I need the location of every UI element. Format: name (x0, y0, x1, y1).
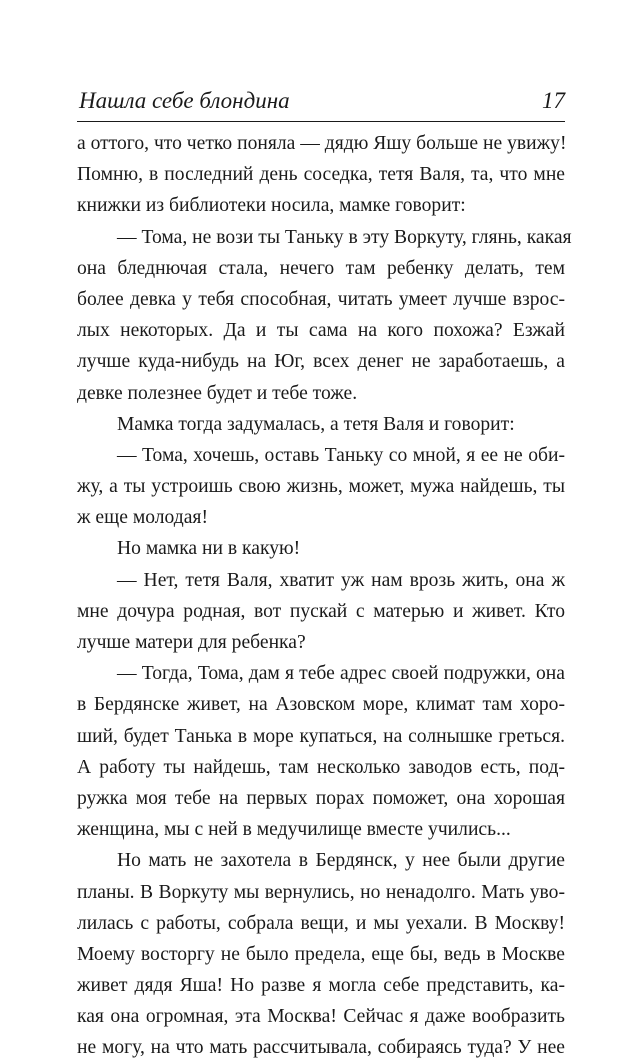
body-text (77, 128, 572, 1064)
text-line: Моему восторгу не было предела, еще бы, ведь в Москве (77, 943, 565, 965)
text-line: книжки из библиотеки носила, мамке говорит: (77, 195, 466, 217)
text-line: планы. В Воркуту мы вернулись, но ненадолго. Мать уво- (77, 881, 565, 903)
text-line: Помню, в последний день соседка, тетя Валя, та, что мне (77, 164, 565, 186)
text-line: — Нет, тетя Валя, хватит уж нам врозь жить, она ж (117, 569, 565, 591)
page-number: 17 (542, 88, 565, 113)
text-line: мне дочура родная, вот пускай с матерью и живет. Кто (77, 600, 565, 622)
text-line: А работу ты найдешь, там несколько заводов есть, под- (77, 756, 565, 778)
text-line: Но мамка ни в какую! (117, 538, 301, 560)
text-line: живет дядя Яша! Но разве я могла себе представить, ка- (77, 975, 565, 997)
text-line: ший, будет Танька в море купаться, на солнышке греться. (77, 725, 565, 747)
running-title: Нашла себе блондина (79, 88, 290, 113)
text-line: ж еще молодая! (77, 507, 208, 529)
text-line: лых некоторых. Да и ты сама на кого похожа? Езжай (77, 320, 565, 342)
text-line: Мамка тогда задумалась, а тетя Валя и говорит: (117, 413, 515, 435)
text-line: — Тогда, Тома, дам я тебе адрес своей подружки, она (117, 663, 565, 685)
text-line: более девка у тебя способная, читать умеет лучше взрос- (77, 288, 565, 310)
text-line: девке полезнее будет и тебе тоже. (77, 382, 358, 404)
text-line: женщина, мы с ней в медучилище вместе учились... (77, 819, 511, 841)
text-line: а оттого, что четко поняла — дядю Яшу больше не увижу! (77, 133, 567, 154)
text-line: ружка моя тебе на первых порах поможет, она хорошая (77, 787, 565, 809)
text-line: — Тома, хочешь, оставь Таньку со мной, я ее не оби- (117, 444, 565, 466)
header-rule (77, 121, 565, 122)
text-line: — Тома, не вози ты Таньку в эту Воркуту, глянь, какая (117, 226, 572, 248)
text-line: лучше куда-нибудь на Юг, всех денег не заработаешь, а (77, 351, 565, 373)
running-header (77, 88, 565, 122)
text-line: Но мать не захотела в Бердянск, у нее были другие (117, 850, 565, 872)
text-line: жу, а ты устроишь свою жизнь, может, мужа найдешь, ты (77, 476, 565, 498)
text-line: лучше матери для ребенка? (77, 632, 306, 653)
text-line: лилась с работы, собрала вещи, и мы уехали. В Москву! (77, 912, 565, 934)
text-line: не могу, на что мать рассчитывала, собираясь туда? У нее (77, 1037, 565, 1059)
text-line: она бледнючая стала, нечего там ребенку делать, тем (77, 257, 565, 279)
text-line: кая она огромная, эта Москва! Сейчас я даже вообразить (77, 1006, 565, 1028)
text-line: в Бердянске живет, на Азовском море, климат там хоро- (77, 694, 565, 716)
